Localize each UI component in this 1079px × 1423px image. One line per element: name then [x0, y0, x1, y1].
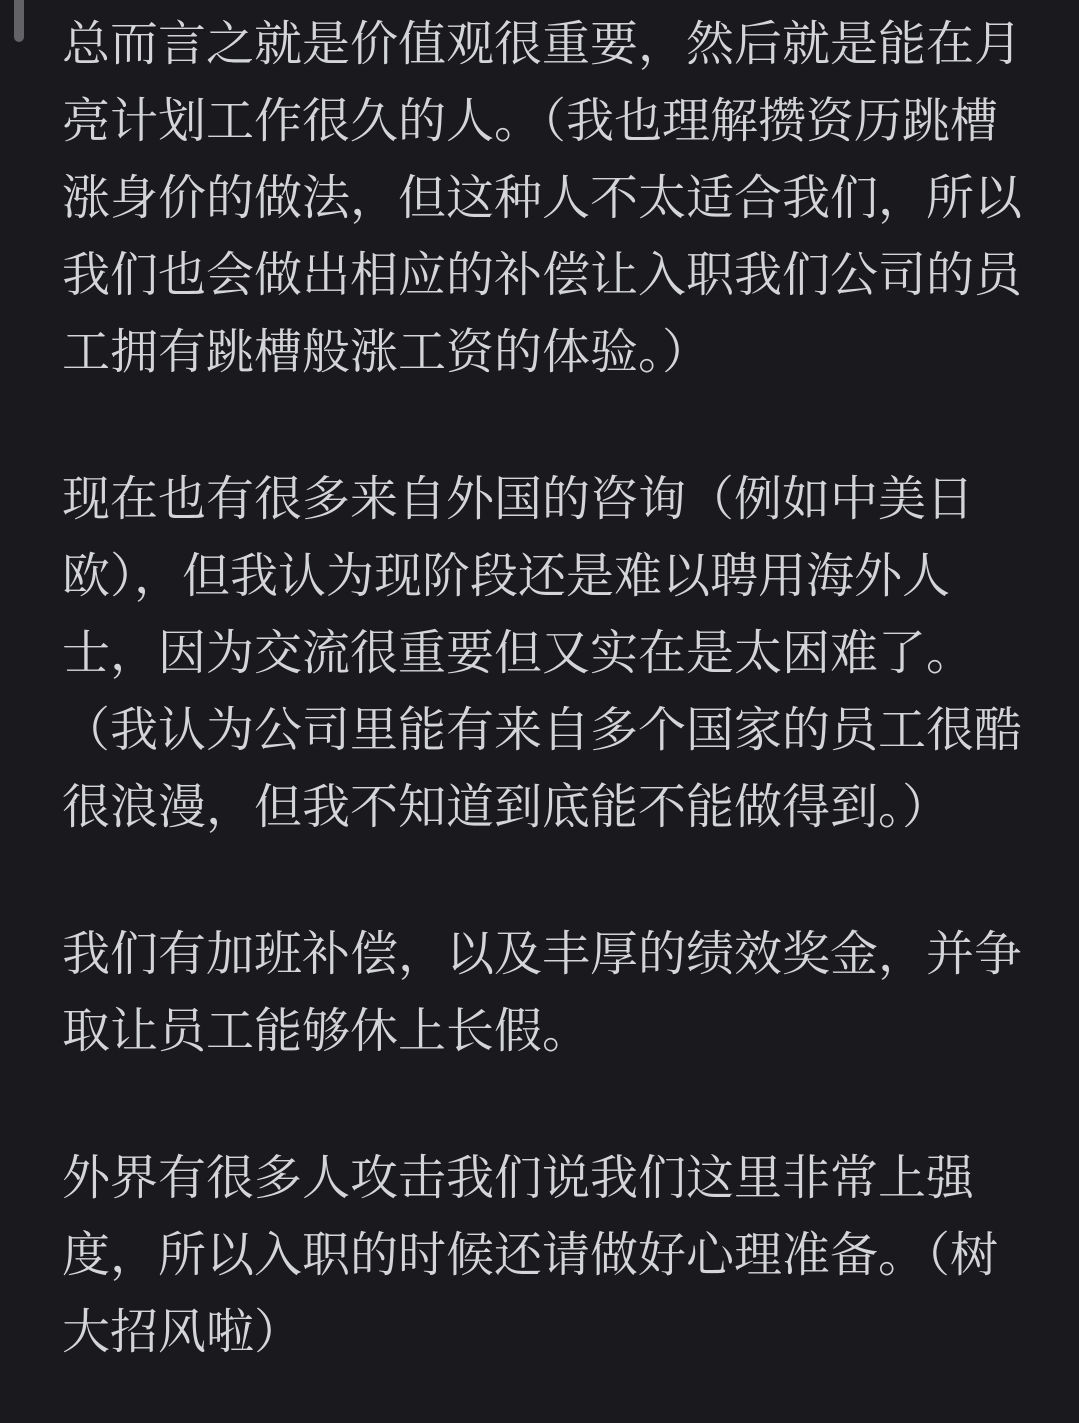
paragraph: 外界有很多人攻击我们说我们这里非常上强度，所以入职的时候还请做好心理准备。（树大招风啦） — [62, 1152, 999, 1359]
paragraph: 我们有加班补偿，以及丰厚的绩效奖金，并争取让员工能够休上长假。 — [62, 928, 1023, 1058]
paragraph: 总而言之就是价值观很重要，然后就是能在月亮计划工作很久的人。（我也理解攒资历跳槽涨身价的做法，但这种人不太适合我们，所以我们也会做出相应的补偿让入职我们公司的员工拥有跳槽般涨工资的体验。） — [62, 18, 1023, 379]
scrollbar-thumb[interactable] — [14, 0, 24, 42]
paragraph: 现在也有很多来自外国的咨询（例如中美日欧），但我认为现阶段还是难以聘用海外人士，因为交流很重要但又实在是太困难了。（我认为公司里能有来自多个国家的员工很酷很浪漫，但我不知道到底能不能做得到。） — [62, 473, 1023, 834]
post-body — [62, 6, 1022, 1371]
